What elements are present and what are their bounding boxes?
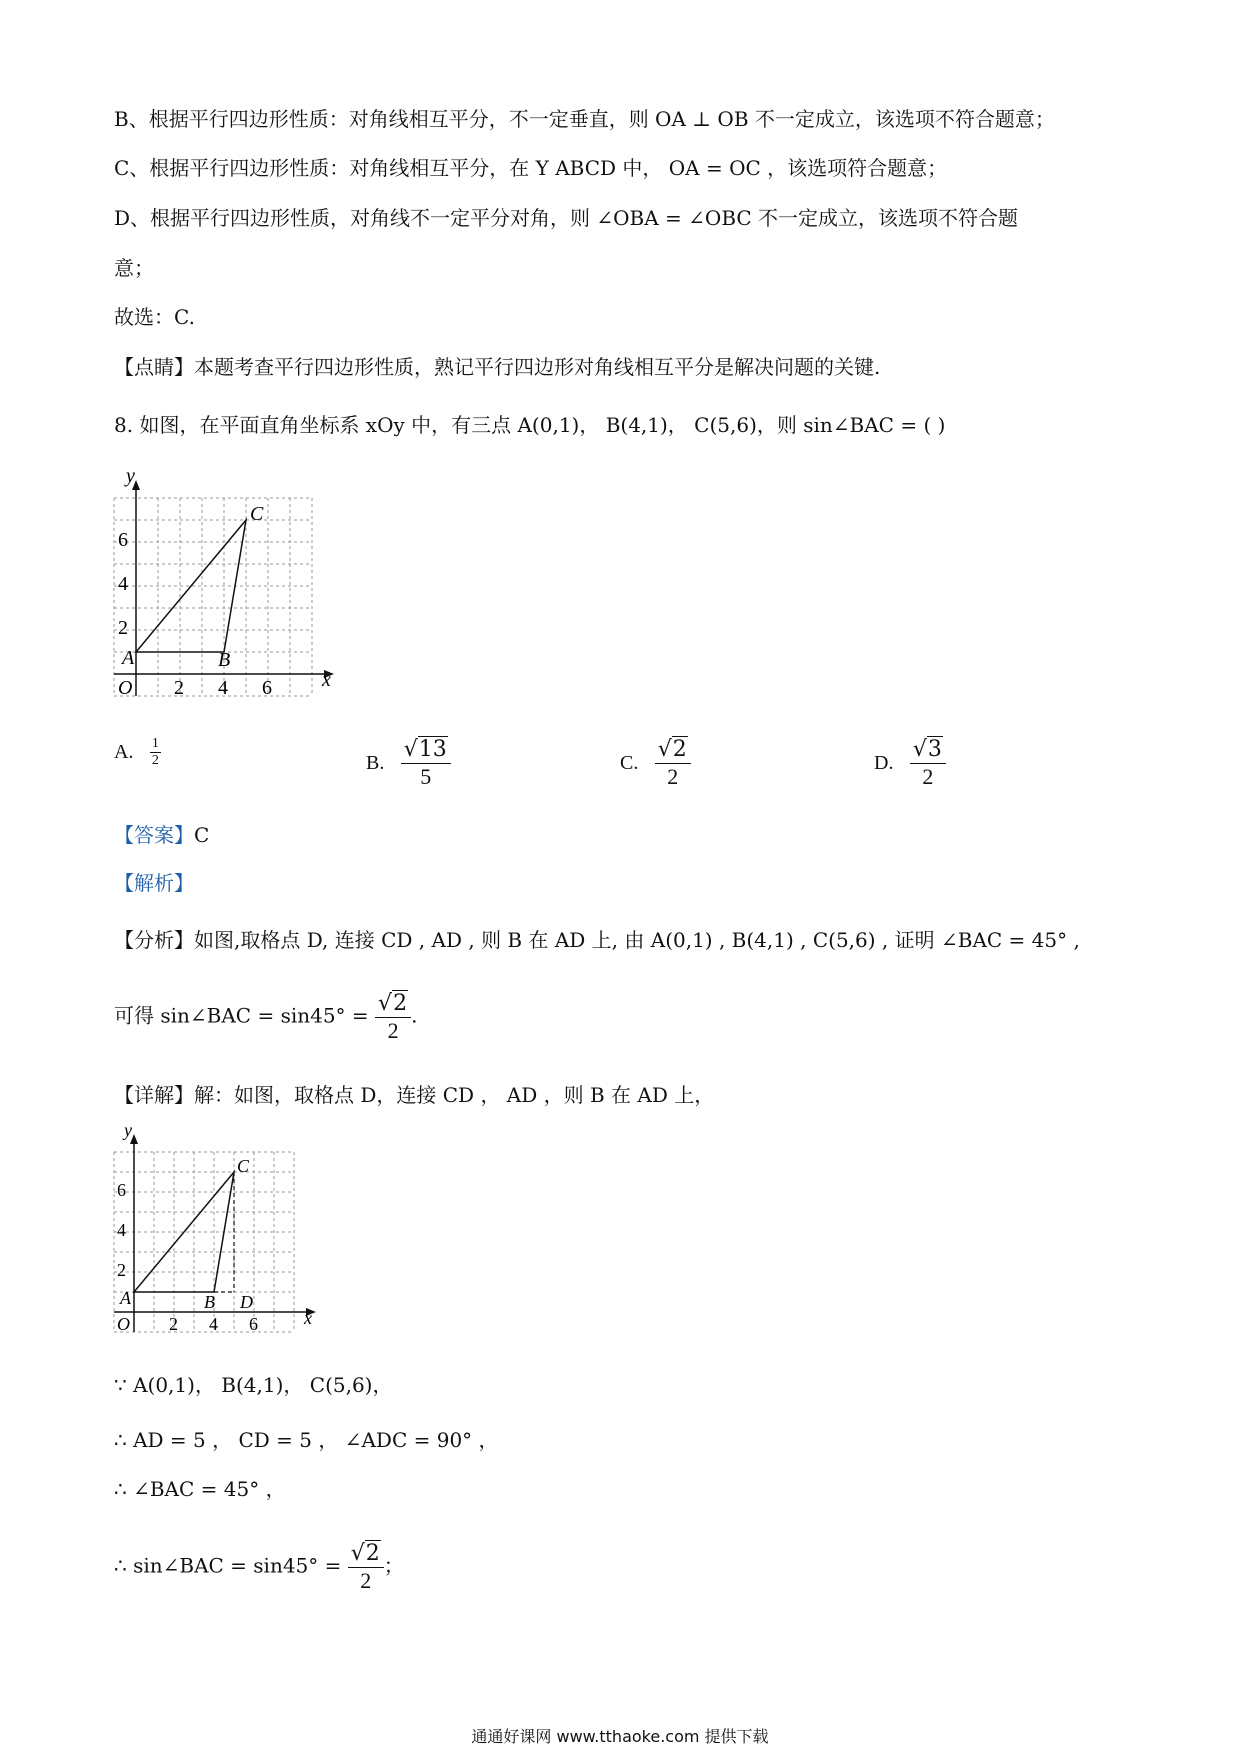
page-footer: 通通好课网 www.tthaoke.com 提供下载 (471, 1727, 769, 1746)
figure-2 (100, 1118, 330, 1338)
fenxi-line (114, 925, 1080, 955)
fenxi-fraction: $\frac{√2}{2}$ (375, 990, 411, 1044)
x-tick-4: 4 (218, 677, 228, 699)
y-tick-2: 2 (117, 1260, 126, 1280)
comment-line (114, 352, 880, 382)
analysis-tag: 【解析】 (114, 871, 194, 895)
y-tick-2: 2 (118, 617, 128, 639)
option-b-label: B. (366, 751, 385, 774)
figure-1 (100, 462, 350, 702)
option-b-fraction: $\frac{√13}{5}$ (401, 736, 451, 790)
fenxi-text: 如图,取格点 D, 连接 CD , AD , 则 B 在 AD 上, 由 A(0,1) , B(4,1) , C(5,6) , 证明 ∠BAC = 45° , (194, 928, 1080, 952)
detail-tag: 【详解】 (114, 1083, 194, 1107)
y-axis-label: y (124, 1120, 132, 1140)
x-tick-6: 6 (249, 1314, 258, 1334)
point-a-label: A (120, 1288, 131, 1308)
option-b (366, 736, 451, 790)
point-a-label: A (122, 647, 135, 669)
option-d-explanation: D、根据平行四边形性质，对角线不一定平分对角，则 ∠OBA = ∠OBC 不一定成立，该选项不符合题 (114, 206, 1019, 230)
x-tick-6: 6 (262, 677, 272, 699)
option-a-label: A. (114, 741, 134, 763)
option-c-label: C. (620, 751, 639, 774)
y-axis-label: y (126, 465, 135, 487)
y-tick-4: 4 (117, 1220, 126, 1240)
x-tick-2: 2 (174, 677, 184, 699)
option-d-fraction: $\frac{√3}{2}$ (910, 736, 946, 790)
step-4-fraction: $\frac{√2}{2}$ (348, 1540, 384, 1594)
x-tick-2: 2 (169, 1314, 178, 1334)
fenxi-line-2 (114, 990, 417, 1044)
detail-line (114, 1080, 714, 1110)
option-c-explanation: C、根据平行四边形性质：对角线相互平分，在 Y ABCD 中， OA = OC ，该选项符合题意； (114, 156, 948, 180)
option-c (620, 736, 691, 790)
point-b-label: B (218, 649, 231, 671)
point-c-label: C (250, 503, 264, 525)
step-3: ∴ ∠BAC = 45° ， (114, 1477, 286, 1501)
option-c-fraction: $\frac{√2}{2}$ (655, 736, 691, 790)
step-1: ∵ A(0,1)， B(4,1)， C(5,6)， (114, 1373, 393, 1397)
choose-line: 故选：C. (114, 305, 195, 329)
x-axis-label: x (304, 1308, 312, 1328)
option-a (114, 736, 161, 769)
point-d-label: D (240, 1292, 253, 1312)
answer-value: C (194, 823, 210, 847)
option-d (874, 736, 946, 790)
x-tick-4: 4 (209, 1314, 218, 1334)
step-4-text: ∴ sin∠BAC = sin45° = (114, 1553, 342, 1578)
fenxi-end: . (411, 1003, 418, 1028)
point-c-label: C (237, 1156, 250, 1176)
step-2: ∴ AD = 5 ， CD = 5 ， ∠ADC = 90° ， (114, 1428, 499, 1452)
grid-1 (114, 498, 312, 696)
answer-tag: 【答案】 (114, 823, 194, 847)
y-tick-6: 6 (118, 529, 128, 551)
step-4 (114, 1540, 404, 1594)
origin-label: O (118, 677, 133, 699)
option-d-explanation-cont: 意； (114, 256, 154, 280)
question-8: 8. 如图，在平面直角坐标系 xOy 中，有三点 A(0,1)， B(4,1)， C(5,6)，则 sin∠BAC = ( ) (114, 413, 946, 437)
comment-tag: 【点睛】 (114, 355, 194, 379)
step-4-end: ； (383, 1553, 404, 1578)
option-d-label: D. (874, 751, 894, 774)
point-b-label: B (204, 1292, 215, 1312)
option-a-fraction: $\frac{1}{2}$ (151, 736, 159, 768)
y-tick-6: 6 (117, 1180, 126, 1200)
comment-text: 本题考查平行四边形性质，熟记平行四边形对角线相互平分是解决问题的关键. (194, 355, 881, 379)
fenxi-tag: 【分析】 (114, 928, 194, 952)
option-b-explanation: B、根据平行四边形性质：对角线相互平分，不一定垂直，则 OA ⊥ OB 不一定成立，该选项不符合题意； (114, 107, 1055, 131)
answer-line (114, 820, 209, 850)
fenxi-text-2: 可得 sin∠BAC = sin45° = (114, 1003, 369, 1028)
origin-label: O (117, 1314, 130, 1334)
detail-text: 解：如图，取格点 D，连接 CD ， AD ，则 B 在 AD 上， (194, 1083, 715, 1107)
x-axis-label: x (322, 669, 331, 691)
y-tick-4: 4 (118, 573, 128, 595)
